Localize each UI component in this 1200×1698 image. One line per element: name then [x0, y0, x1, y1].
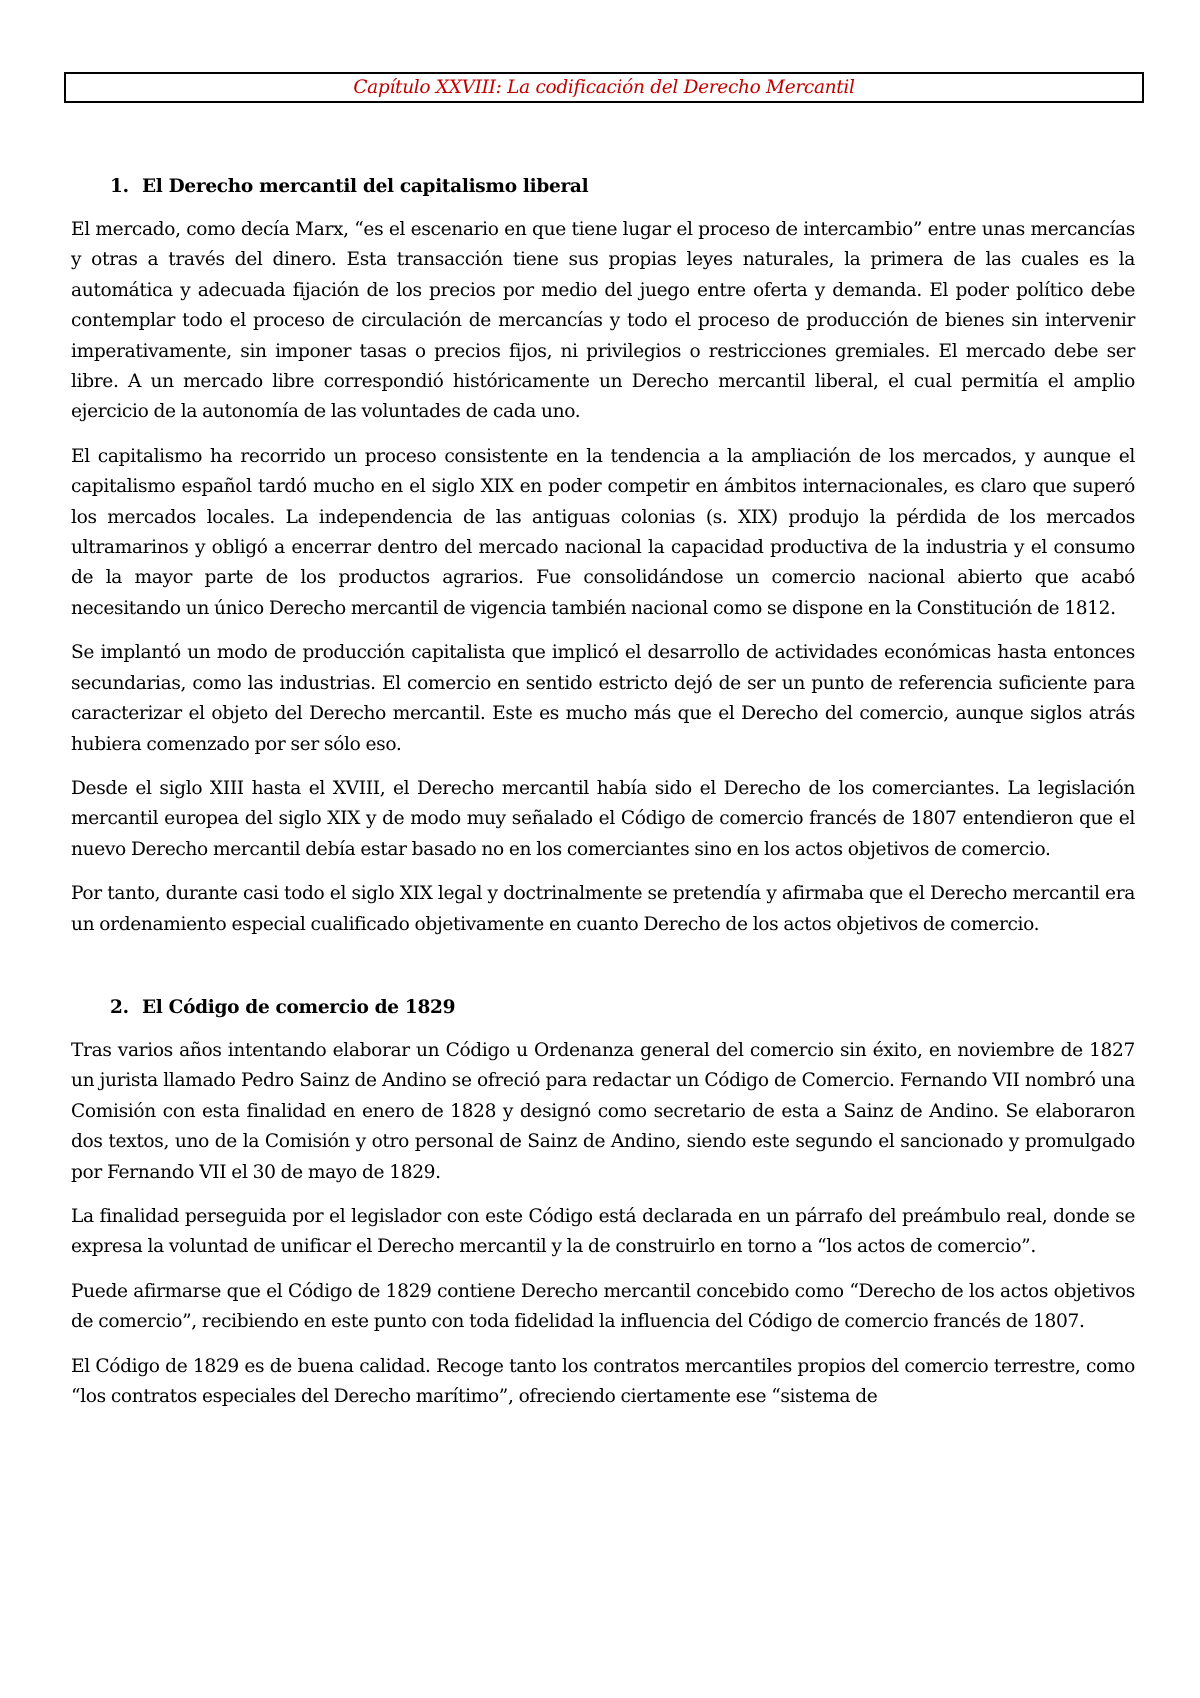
paragraph: La finalidad perseguida por el legislador con este Código está declarada en un párrafo del preámbulo real, donde se expresa la voluntad de unificar el Derecho mercantil y la de construirlo en torno a “los actos de comercio”.: [71, 1205, 1135, 1258]
paragraph: El capitalismo ha recorrido un proceso consistente en la tendencia a la ampliación de los mercados, y aunque el capitalismo español tardó mucho en el siglo XIX en poder competir en ámbitos internacionales, es claro que superó los mercados locales. La independencia de las antiguas colonias (s. XIX) produjo la pérdida de los mercados ultramarinos y obligó a encerrar dentro del mercado nacional la capacidad productiva de la industria y el consumo de la mayor parte de los productos agrarios. Fue consolidándose un comercio nacional abierto que acabó necesitando un único Derecho mercantil de vigencia también nacional como se dispone en la Constitución de 1812.: [71, 445, 1135, 619]
section-title: El Código de comercio de 1829: [142, 996, 456, 1018]
paragraph: Por tanto, durante casi todo el siglo XIX legal y doctrinalmente se pretendía y afirmaba que el Derecho mercantil era un ordenamiento especial cualificado objetivamente en cuanto Derecho de los actos objetivos de comercio.: [71, 883, 1135, 935]
paragraph: El mercado, como decía Marx, “es el escenario en que tiene lugar el proceso de intercambio” entre unas mercancías y otras a través del dinero. Esta transacción tiene sus propias leyes naturales, la primera de las cuales es la automática y adecuada fijación de los precios por medio del juego entre oferta y demanda. El poder político debe contemplar todo el proceso de circulación de mercancías y todo el proceso de producción de bienes sin intervenir imperativamente, sin imponer tasas o precios fijos, ni privilegios o restricciones gremiales. El mercado debe ser libre. A un mercado libre correspondió históricamente un Derecho mercantil liberal, el cual permitía el amplio ejercicio de la autonomía de las voluntades de cada uno.: [71, 219, 1135, 423]
paragraph: El Código de 1829 es de buena calidad. Recoge tanto los contratos mercantiles propios del comercio terrestre, como “los contratos especiales del Derecho marítimo”, ofreciendo ciertamente ese “sistema de: [71, 1355, 1135, 1407]
section-number: 1.: [110, 176, 129, 197]
section-number: 2.: [110, 996, 129, 1018]
paragraph: Desde el siglo XIII hasta el XVIII, el Derecho mercantil había sido el Derecho de los comerciantes. La legislación mercantil europea del siglo XIX y de modo muy señalado el Código de comercio francés de 1807 entendieron que el nuevo Derecho mercantil debía estar basado no en los comerciantes sino en los actos objetivos de comercio.: [71, 777, 1135, 860]
paragraph: Se implantó un modo de producción capitalista que implicó el desarrollo de actividades económicas hasta entonces secundarias, como las industrias. El comercio en sentido estricto dejó de ser un punto de referencia suficiente para caracterizar el objeto del Derecho mercantil. Este es mucho más que el Derecho del comercio, aunque siglos atrás hubiera comenzado por ser sólo eso.: [71, 642, 1135, 755]
chapter-title: Capítulo XXVIII: La codificación del Derecho Mercantil: [64, 72, 1144, 103]
section-spacer: [71, 954, 1135, 995]
document-body: [71, 174, 1135, 1426]
section-title: El Derecho mercantil del capitalismo liberal: [142, 176, 589, 197]
section-heading-2: [71, 995, 1135, 1020]
paragraph: Puede afirmarse que el Código de 1829 contiene Derecho mercantil concebido como “Derecho de los actos objetivos de comercio”, recibiendo en este punto con toda fidelidad la influencia del Código de comercio francés de 1807.: [71, 1280, 1135, 1333]
paragraph: Tras varios años intentando elaborar un Código u Ordenanza general del comercio sin éxito, en noviembre de 1827 un jurista llamado Pedro Sainz de Andino se ofreció para redactar un Código de Comercio. Fernando VII nombró una Comisión con esta finalidad en enero de 1828 y designó como secretario de esta a Sainz de Andino. Se elaboraron dos textos, uno de la Comisión y otro personal de Sainz de Andino, siendo este segundo el sancionado y promulgado por Fernando VII el 30 de mayo de 1829.: [71, 1039, 1135, 1183]
section-heading-1: [71, 174, 1135, 199]
